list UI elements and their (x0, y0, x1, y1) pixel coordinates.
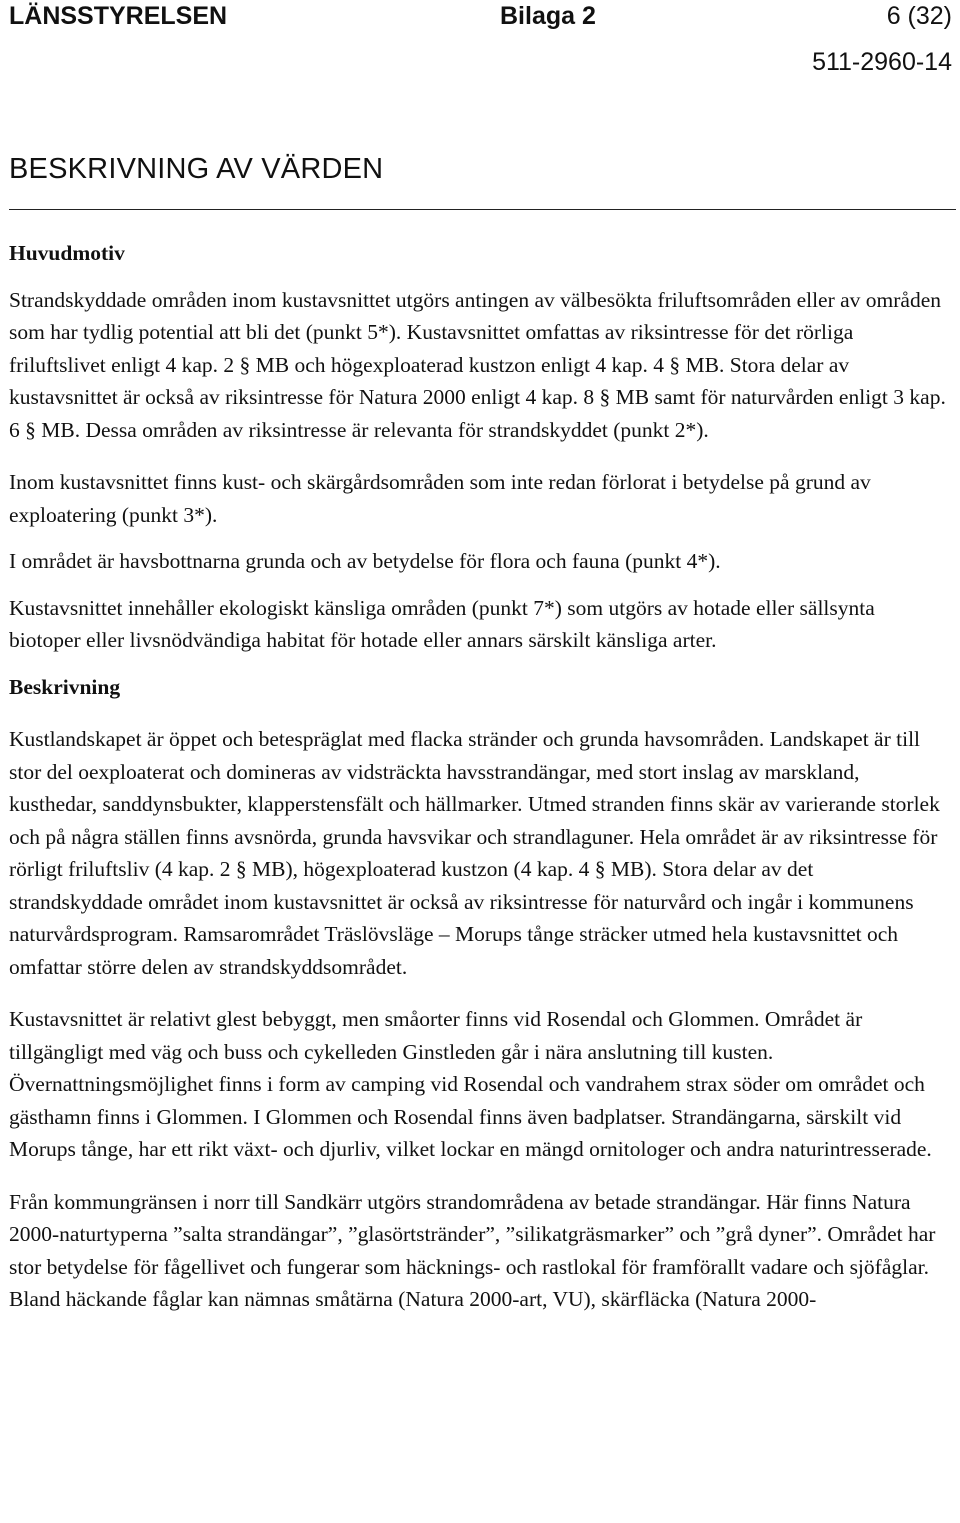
main-motive-paragraph: Strandskyddade områden inom kustavsnittet utgörs antingen av välbesökta friluftsområden eller av områden som har tydlig potential att bli det (punkt 5*). Kustavsnittet omfattas av riksintresse för det rörliga friluftslivet enligt 4 kap. 2 § MB och högexploaterad kustzon enligt 4 kap. 4 § MB. Stora delar av kustavsnittet är också av riksintresse för Natura 2000 enligt 4 kap. 8 § MB samt för naturvården enligt 3 kap. 6 § MB. Dessa områden av riksintresse är relevanta för strandskyddet (punkt 2*). (9, 287, 946, 442)
organization-name: LÄNSSTYRELSEN (9, 2, 228, 30)
main-motive-paragraph: Inom kustavsnittet finns kust- och skärgårdsområden som inte redan förlorat i betydelse på grund av exploatering (punkt 3*). (9, 470, 871, 527)
main-motive-paragraph: Kustavsnittet innehåller ekologiskt känsliga områden (punkt 7*) som utgörs av hotade eller sällsynta biotoper eller livsnödvändiga habitat för hotade eller annars särskilt känsliga arter. (9, 595, 875, 652)
description-heading: Beskrivning (9, 674, 121, 699)
description-paragraph: Kustavsnittet är relativt glest bebyggt, men småorter finns vid Rosendal och Glommen. Området är tillgängligt med väg och buss och cykelleden Ginstleden går i nära anslutning till kusten. Övernattningsmöjlighet finns i form av camping vid Rosendal och vandrahem strax söder om området och gästhamn finns i Glommen. I Glommen och Rosendal finns även badplatser. Strandängarna, särskilt vid Morups tånge, har ett rikt växt- och djurliv, vilket lockar en mängd ornitologer och andra naturintresserade. (9, 1007, 932, 1161)
description-paragraph: Kustlandskapet är öppet och betespräglat med flacka stränder och grunda havsområden. Landskapet är till stor del oexploaterat och domineras av vidsträckta havsstrandängar, med stort inslag av marskland, kusthedar, sanddynsbukter, klapperstensfält och hällmarker. Utmed stranden finns skär av varierande storlek och på några ställen finns avsnörda, grunda havsvikar och strandlaguner. Hela området är av riksintresse för rörligt friluftsliv (4 kap. 2 § MB), högexploaterad kustzon (4 kap. 4 § MB). Stora delar av det strandskyddade området inom kustavsnittet är också av riksintresse för naturvård och ingår i kommunens naturvårdsprogram. Ramsarområdet Träslövsläge – Morups tånge sträcker utmed hela kustavsnittet och omfattar större delen av strandskyddsområdet. (9, 727, 940, 979)
main-motive-paragraph: I området är havsbottnarna grunda och av betydelse för flora och fauna (punkt 4*). (9, 549, 721, 573)
section-title: BESKRIVNING AV VÄRDEN (9, 153, 384, 185)
title-divider (9, 209, 956, 210)
document-reference: 511-2960-14 (812, 48, 952, 76)
document-body (9, 237, 950, 1316)
description-paragraph: Från kommungränsen i norr till Sandkärr utgörs strandområdena av betade strandängar. Här finns Natura 2000-naturtyperna ”salta strandängar”, ”glasörtstränder”, ”silikatgräsmarker” och ”grå dyner”. Området har stor betydelse för fågellivet och fungerar som häcknings- och rastlokal för framförallt vadare och sjöfåglar. Bland häckande fåglar kan nämnas småtärna (Natura 2000-art, VU), skärfläcka (Natura 2000- (9, 1189, 936, 1311)
main-motive-heading: Huvudmotiv (9, 241, 125, 265)
annex-label: Bilaga 2 (500, 2, 596, 30)
page-number: 6 (32) (886, 2, 952, 30)
